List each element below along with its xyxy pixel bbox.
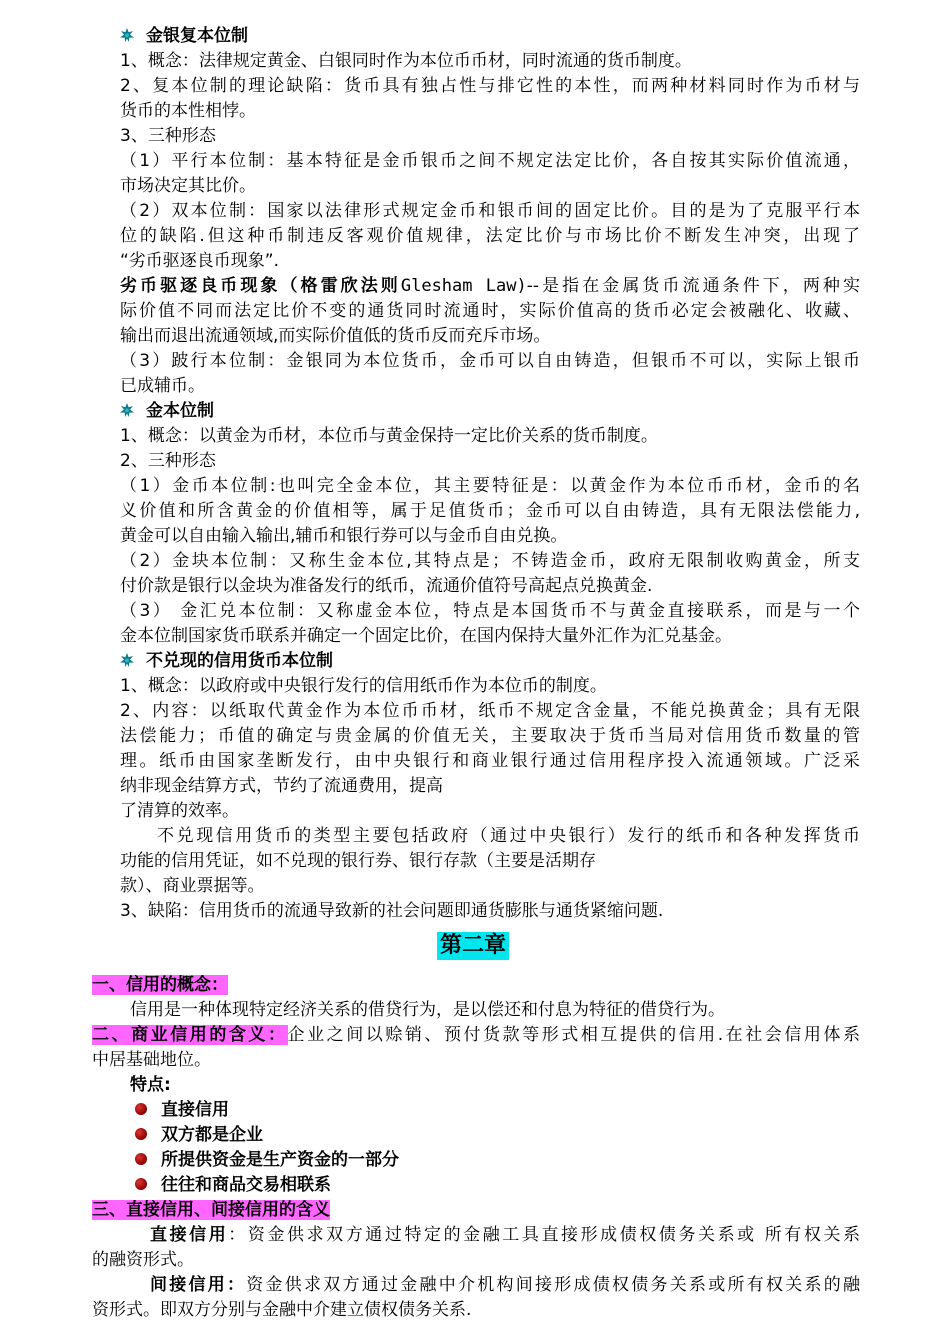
paragraph-line: 3、缺陷：信用货币的流通导致新的社会问题即通货膨胀与通货紧缩问题. [120,901,664,921]
section-heading-gold-standard: 金本位制 [120,399,860,424]
paragraph-line: 理。纸币由国家垄断发行，由中央银行和商业银行通过信用程序投入流通领域。广泛采 [120,751,860,771]
features-label: 特点: [130,1075,171,1095]
paragraph-line: “劣币驱逐良币现象”. [120,251,280,271]
paragraph-line: 输出而退出流通领域,而实际价值低的货币反而充斥市场。 [120,326,551,346]
paragraph-line: 已成辅币。 [120,376,205,396]
paragraph-line: （2）金块本位制：又称生金本位,其特点是；不铸造金币，政府无限制收购黄金，所支 [120,551,860,571]
paragraph-line: 1、概念：以政府或中央银行发行的信用纸币作为本位币的制度。 [120,676,607,696]
feature-item: 所提供资金是生产资金的一部分 [135,1148,875,1173]
bullet-icon [135,1103,147,1115]
paragraph-line: 中居基础地位。 [92,1050,211,1070]
paragraph-line: 了清算的效率。 [120,801,239,821]
paragraph-line: 际价值不同而法定比价不变的通货同时流通时，实际价值高的货币必定会被融化、收藏、 [120,301,860,321]
greshams-law-latin: Glesham Law) [400,276,527,296]
paragraph-line: 2、复本位制的理论缺陷：货币具有独占性与排它性的本性，而两种材料同时作为币材与 [120,76,860,96]
paragraph-line: 金本位制国家货币联系并确定一个固定比价，在国内保持大量外汇作为汇兑基金。 [120,626,732,646]
greshams-law-definition: --是指在金属货币流通条件下，两种实 [526,276,860,296]
paragraph-line: （1）金币本位制:也叫完全金本位，其主要特征是：以黄金作为本位币币材，金币的名 [120,476,860,496]
bullet-icon [135,1153,147,1165]
paragraph-line: 款）、商业票据等。 [120,876,265,896]
paragraph-line: 位的缺陷.但这种币制违反客观价值规律，法定比价与市场比价不断发生冲突，出现了 [120,226,860,246]
feature-item: 直接信用 [135,1098,875,1123]
paragraph-line: 黄金可以自由输入输出,辅币和银行券可以与金币自由兑换。 [120,526,568,546]
paragraph-line: 付价款是银行以金块为准备发行的纸币，流通价值符号高起点兑换黄金. [120,576,653,596]
bullet-icon [135,1128,147,1140]
paragraph-line: （3）跛行本位制：金银同为本位货币，金币可以自由铸造，但银币不可以，实际上银币 [120,351,860,371]
paragraph-line: 2、内容：以纸取代黄金作为本位币币材，纸币不规定含金量，不能兑换黄金；具有无限 [120,701,860,721]
paragraph-line: （2）双本位制：国家以法律形式规定金币和银币间的固定比价。目的是为了克服平行本 [120,201,860,221]
paragraph-line: 的融资形式。 [92,1250,194,1270]
direct-credit-term: 直接信用 [150,1225,229,1245]
paragraph-line: 3、三种形态 [120,126,216,146]
chapter2-heading-3: 三、直接信用、间接信用的含义 [92,1200,330,1220]
greshams-law-term: 劣币驱逐良币现象（格雷欣法则 [120,276,401,296]
paragraph-line: 功能的信用凭证，如不兑现的银行券、银行存款（主要是活期存 [120,851,596,871]
paragraph-line: 1、概念：法律规定黄金、白银同时作为本位币币材，同时流通的货币制度。 [120,51,692,71]
section-heading-fiat-standard: 不兑现的信用货币本位制 [120,649,860,674]
paragraph-line: 1、概念：以黄金为币材，本位币与黄金保持一定比价关系的货币制度。 [120,426,658,446]
paragraph-line: 不兑现信用货币的类型主要包括政府（通过中央银行）发行的纸币和各种发挥货币 [157,826,860,846]
section-heading-bimetallism: 金银复本位制 [120,24,860,49]
paragraph-line: 义价值和所含黄金的价值相等，属于足值货币；金币可以自由铸造，具有无限法偿能力, [120,501,860,521]
chapter2-heading-1: 一、信用的概念： [92,975,228,995]
bullet-icon [135,1178,147,1190]
chapter2-heading-2: 二、商业信用的含义： [92,1025,288,1045]
paragraph-line: 法偿能力；币值的确定与贵金属的价值无关，主要取决于货币当局对信用货币数量的管 [120,726,860,746]
feature-item: 双方都是企业 [135,1123,875,1148]
direct-credit-line: 直接信用：资金供求双方通过特定的金融工具直接形成债权债务关系或 所有权关系 [150,1225,861,1245]
paragraph-line: （1）平行本位制：基本特征是金币银币之间不规定法定比价，各自按其实际价值流通， [120,151,860,171]
chapter2-heading-2-line [92,1023,860,1048]
paragraph-line: （3） 金汇兑本位制：又称虚金本位，特点是本国货币不与黄金直接联系，而是与一个 [120,601,860,621]
indirect-credit-line: 间接信用：资金供求双方通过金融中介机构间接形成债权债务关系或所有权关系的融 [150,1275,860,1295]
paragraph-line: 纳非现金结算方式，节约了流通费用，提高 [120,776,443,796]
feature-item: 往往和商品交易相联系 [135,1173,875,1198]
star-bullet-icon [120,653,134,667]
greshams-law-line [120,274,860,299]
paragraph-line: 资形式。即双方分别与金融中介建立债权债务关系. [92,1300,472,1320]
paragraph-line: 2、三种形态 [120,451,216,471]
paragraph-line: 货币的本性相悖。 [120,101,256,121]
star-bullet-icon [120,28,134,42]
paragraph-text: 企业之间以赊销、预付货款等形式相互提供的信用.在社会信用体系 [287,1025,861,1045]
indirect-credit-term: 间接信用： [150,1275,247,1295]
paragraph-line: 信用是一种体现特定经济关系的借贷行为，是以偿还和付息为特征的借贷行为。 [130,1000,725,1020]
paragraph-line: 市场决定其比价。 [120,176,256,196]
star-bullet-icon [120,403,134,417]
chapter-title: 第二章 [437,932,509,960]
